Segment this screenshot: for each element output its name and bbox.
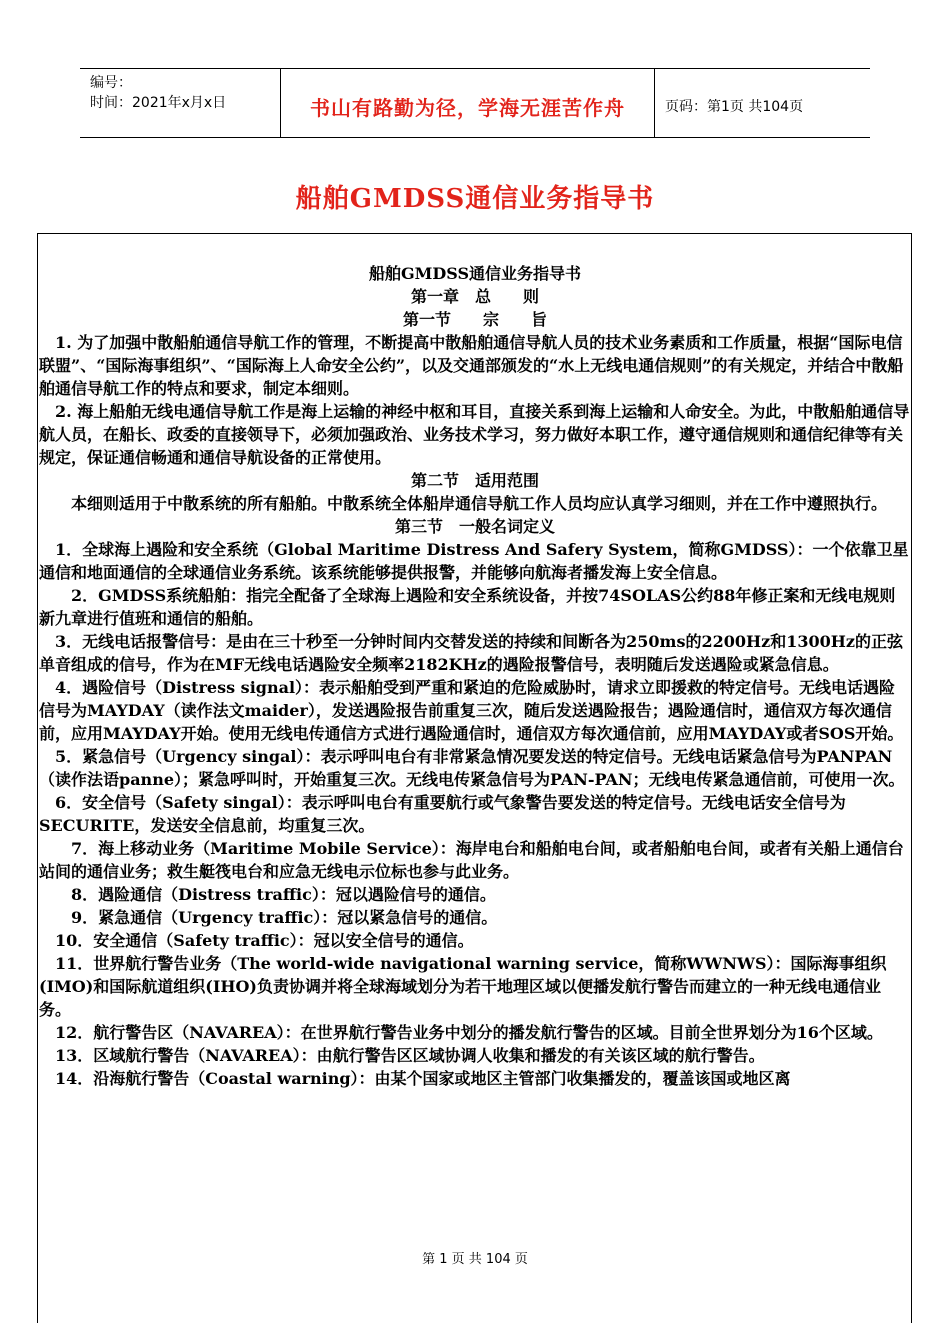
definition-14: 14．沿海航行警告（Coastal warning）：由某个国家或地区主管部门收集播发的，覆盖该国或地区离 <box>39 1069 791 1088</box>
page-footer: 第 1 页 共 104 页 <box>422 1252 528 1267</box>
code-label: 编号： <box>90 75 132 91</box>
section-heading-2: 第二节 适用范围 <box>410 471 539 490</box>
definition-7: 7．海上移动业务（Maritime Mobile Service）：海岸电台和船舶电台间，或者船舶电台间，或者有关船上通信台站间的通信业务；救生艇筏电台和应急无线电示位标也参与此业务。 <box>39 839 904 881</box>
definition-2: 2．GMDSS系统船舶：指完全配备了全球海上遇险和安全系统设备，并按74SOLAS公约88年修正案和无线电规则新九章进行值班和通信的船舶。 <box>39 586 896 628</box>
definition-13: 13．区域航行警告（NAVAREA）：由航行警告区区域协调人收集和播发的有关该区域的航行警告。 <box>39 1046 765 1065</box>
paragraph-3: 本细则适用于中散系统的所有船舶。中散系统全体船岸通信导航工作人员均应认真学习细则，并在工作中遵照执行。 <box>39 494 888 513</box>
chapter-heading: 第一章 总 则 <box>410 287 539 306</box>
page-header <box>80 68 870 138</box>
definition-8: 8．遇险通信（Distress traffic）：冠以遇险信号的通信。 <box>39 885 496 904</box>
body-title: 船舶GMDSS通信业务指导书 <box>368 264 581 283</box>
definition-12: 12．航行警告区（NAVAREA）：在世界航行警告业务中划分的播发航行警告的区域。目前全世界划分为16个区域。 <box>39 1023 883 1042</box>
definition-5: 5．紧急信号（Urgency singal）：表示呼叫电台有非常紧急情况要发送的特定信号。无线电话紧急信号为PANPAN（读作法语panne）；紧急呼叫时，开始重复三次。无线电传紧急信号为PAN-PAN；无线电传紧急通信前，可使用一次。 <box>39 747 905 789</box>
time-label: 时间：2021年x月x日 <box>90 95 227 111</box>
paragraph-1: 1. 为了加强中散船舶通信导航工作的管理，不断提高中散船舶通信导航人员的技术业务素质和工作质量，根据“国际电信联盟”、“国际海事组织”、“国际海上人命安全公约”，以及交通部颁发的“水上无线电通信规则”的有关规定，并结合中散船舶通信导航工作的特点和要求，制定本细则。 <box>39 333 904 398</box>
document-body <box>39 262 911 1090</box>
definition-9: 9．紧急通信（Urgency traffic）：冠以紧急信号的通信。 <box>39 908 498 927</box>
definition-1: 1．全球海上遇险和安全系统（Global Maritime Distress And Safery System，简称GMDSS）：一个依靠卫星通信和地面通信的全球通信业务系统。该系统能够提供报警，并能够向航海者播发海上安全信息。 <box>39 540 909 582</box>
definition-4: 4．遇险信号（Distress signal）：表示船舶受到严重和紧迫的危险威胁时，请求立即援救的特定信号。无线电话遇险信号为MAYDAY（读作法文maider），发送遇险报告前重复三次，随后发送遇险报告；遇险通信时，通信双方每次通信前，应用MAYDAY开始。使用无线电传通信方式进行遇险通信时，通信双方每次通信前，应用MAYDAY或者SOS开始。 <box>39 678 904 743</box>
document-title: 船舶GMDSS通信业务指导书 <box>295 184 655 214</box>
definition-10: 10．安全通信（Safety traffic）：冠以安全信号的通信。 <box>39 931 474 950</box>
section-heading-3: 第三节 一般名词定义 <box>394 517 555 536</box>
definition-6: 6．安全信号（Safety singal）：表示呼叫电台有重要航行或气象警告要发送的特定信号。无线电话安全信号为SECURITE，发送安全信息前，均重复三次。 <box>39 793 846 835</box>
header-meta <box>80 69 280 137</box>
header-motto: 书山有路勤为径，学海无涯苦作舟 <box>280 69 655 137</box>
header-page-info: 页码：第1页 共104页 <box>665 99 804 115</box>
section-heading-1: 第一节 宗 旨 <box>402 310 547 329</box>
definition-11: 11．世界航行警告业务（The world-wide navigational warning service，简称WWNWS）：国际海事组织(IMO)和国际航道组织(IHO)负责协调并将全球海域划分为若干地理区域以便播发航行警告而建立的一种无线电通信业务。 <box>39 954 887 1019</box>
paragraph-2: 2. 海上船舶无线电通信导航工作是海上运输的神经中枢和耳目，直接关系到海上运输和人命安全。为此，中散船舶通信导航人员，在船长、政委的直接领导下，必须加强政治、业务技术学习，努力做好本职工作，遵守通信规则和通信纪律等有关规定，保证通信畅通和通信导航设备的正常使用。 <box>39 402 910 467</box>
definition-3: 3．无线电话报警信号：是由在三十秒至一分钟时间内交替发送的持续和间断各为250ms的2200Hz和1300Hz的正弦单音组成的信号，作为在MF无线电话遇险安全频率2182KHz的遇险报警信号，表明随后发送遇险或紧急信息。 <box>39 632 903 674</box>
